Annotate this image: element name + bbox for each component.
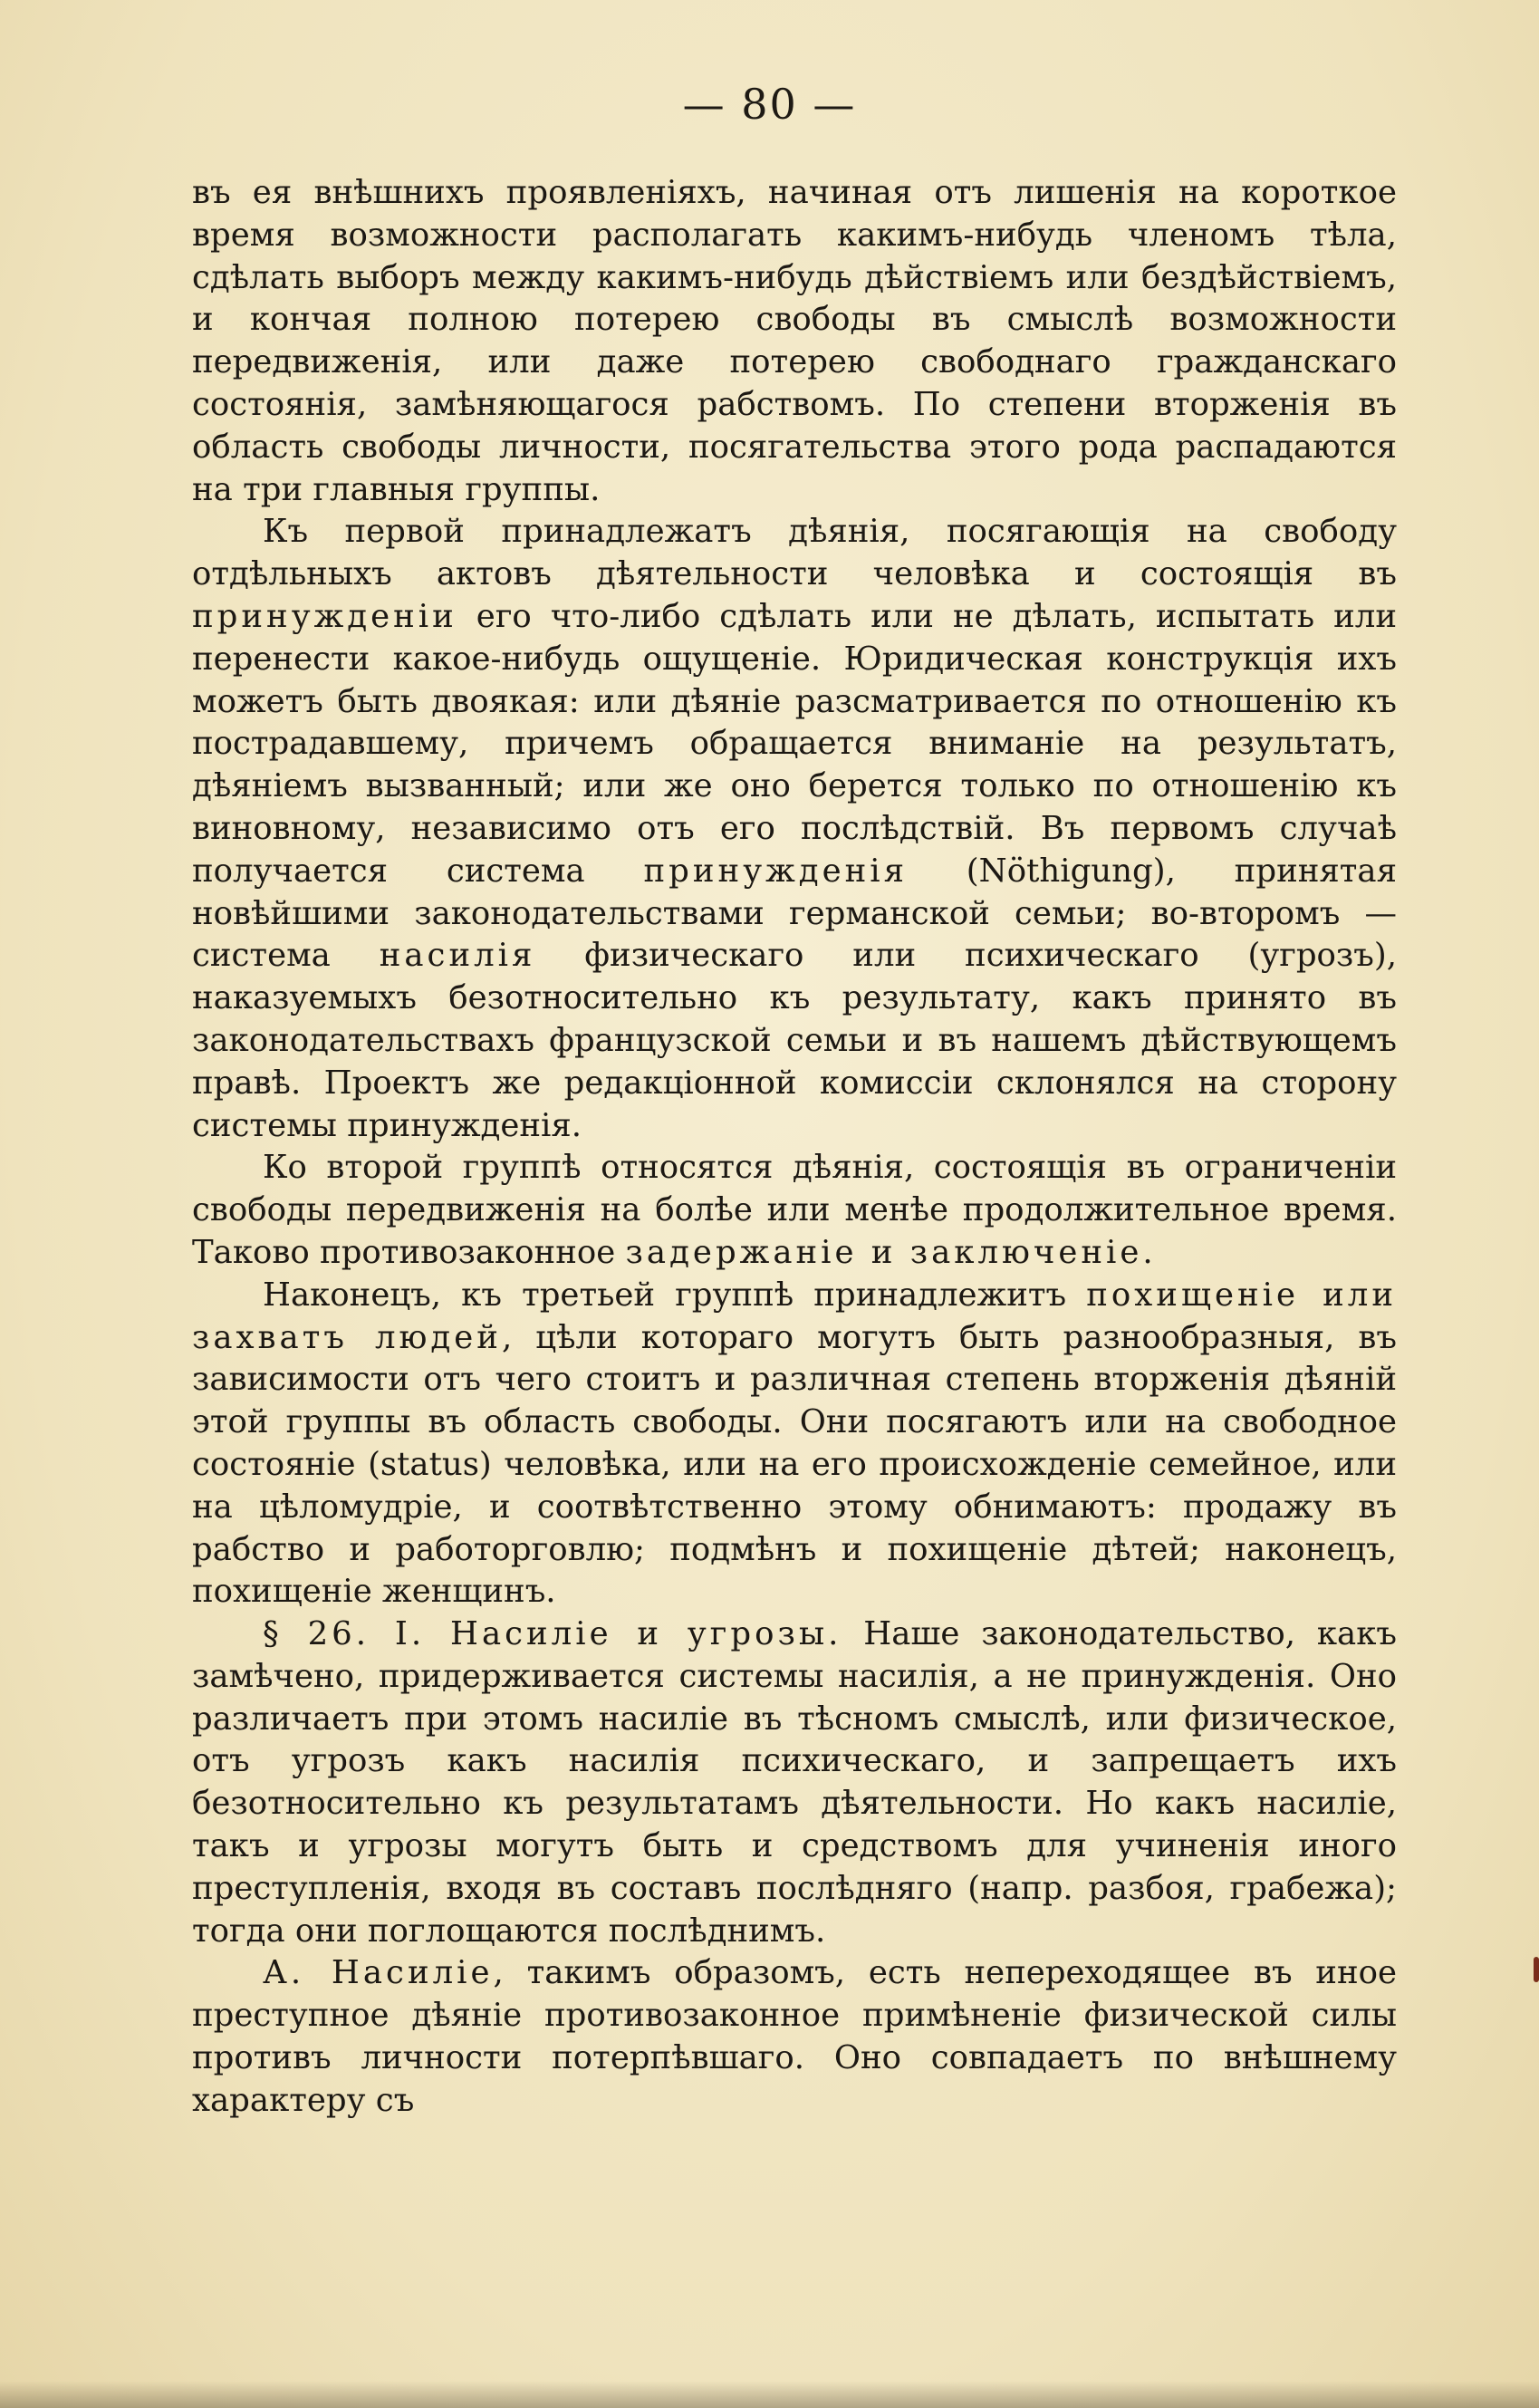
text-segment: , такимъ образомъ, есть непереходящее въ иное преступное дѣяніе противозаконное примѣненіе физической силы противъ личности потерпѣвшаго. Оно совпадаетъ по внѣшнему характеру съ xyxy=(192,1954,1397,2119)
text-segment: его что-либо сдѣлать или не дѣлать, испытать или перенести какое-нибудь ощущеніе. Юридическая конструкція ихъ можетъ быть двоякая: или дѣяніе разсматривается по отношенію къ пострадавшему, причемъ обращается вниманіе на результатъ, дѣяніемъ вызванный; или же оно берется только по отношенію къ виновному, независимо отъ его послѣдствій. Въ первомъ случаѣ получается система xyxy=(192,597,1397,890)
paragraph xyxy=(192,511,1397,1147)
text-segment: Ко второй группѣ относятся дѣянія, состоящія въ ограниченіи свободы передвиженія на болѣе или менѣе продолжительное время. Таково противозаконное xyxy=(192,1149,1397,1271)
text-segment: Къ первой принадлежатъ дѣянія, посягающія на свободу отдѣльныхъ актовъ дѣятельности человѣка и состоящія въ xyxy=(192,513,1397,593)
page-number: — 80 — xyxy=(682,80,857,129)
text-segment: въ ея внѣшнихъ проявленіяхъ, начиная отъ лишенія на короткое время возможности располагать какимъ-нибудь членомъ тѣла, сдѣлать выборъ между какимъ-нибудь дѣйствіемъ или бездѣйствіемъ, и кончая полною потерею свободы въ смыслѣ возможности передвиженія, или даже потерею свободнаго гражданскаго состоянія, замѣняющагося рабствомъ. По степени вторженія въ область свободы личности, посягательства этого рода распадаются на три главныя группы. xyxy=(192,174,1397,508)
paragraph xyxy=(192,1613,1397,1952)
paragraph xyxy=(192,1952,1397,2122)
spaced-emphasis: § 26. I. Насиліе и угрозы. xyxy=(263,1615,842,1653)
text-segment: , цѣли котораго могутъ быть разнообразныя, въ зависимости отъ чего стоитъ и различная степень вторженія дѣяній этой группы въ область свободы. Они посягаютъ или на свободное состояніе (status) человѣка, или на его происхожденіе семейное, или на цѣломудріе, и соотвѣтственно этому обнимаютъ: продажу въ рабство и работорговлю; подмѣнъ и похищеніе дѣтей; наконецъ, похищеніе женщинъ. xyxy=(192,1318,1397,1611)
text-segment: Наконецъ, къ третьей группѣ принадлежитъ xyxy=(263,1276,1087,1314)
text-segment: Наше законодательство, какъ замѣчено, придерживается системы насилія, а не принужденія. Оно различаетъ при этомъ насиліе въ тѣсномъ смыслѣ, или физическое, отъ угрозъ какъ насилія психическаго, и запрещаетъ ихъ безотносительно къ результатамъ дѣятельности. Но какъ насиліе, такъ и угрозы могутъ быть и средствомъ для учиненія иного преступленія, входя въ составъ послѣдняго (напр. разбоя, грабежа); тогда они поглощаются послѣднимъ. xyxy=(192,1615,1397,1950)
spaced-emphasis: насилія xyxy=(379,937,536,975)
paragraph xyxy=(192,1275,1397,1613)
spaced-emphasis: А. Насиліе xyxy=(263,1954,494,1992)
spaced-emphasis: задержаніе и заключеніе xyxy=(625,1233,1143,1271)
page-edge-mark xyxy=(1534,1957,1539,1982)
spaced-emphasis: принужденія xyxy=(643,852,909,890)
page-bottom-shadow xyxy=(0,2381,1539,2408)
text-segment: (Nöthigung), принятая новѣйшими законодательствами германской семьи; во-второмъ — система xyxy=(192,852,1397,975)
spaced-emphasis: похищеніе или захватъ людей xyxy=(192,1276,1397,1356)
text-segment: физическаго или психическаго (угрозъ), наказуемыхъ безотносительно къ результату, какъ принято въ законодательствахъ французской семьи и въ нашемъ дѣйствующемъ правѣ. Проектъ же редакціонной комиссіи склонялся на сторону системы принужденія. xyxy=(192,937,1397,1144)
spaced-emphasis: принужденіи xyxy=(192,597,457,635)
paragraph xyxy=(192,172,1397,511)
paragraph xyxy=(192,1147,1397,1274)
text-segment: . xyxy=(1142,1233,1153,1271)
body-text xyxy=(192,172,1397,2123)
